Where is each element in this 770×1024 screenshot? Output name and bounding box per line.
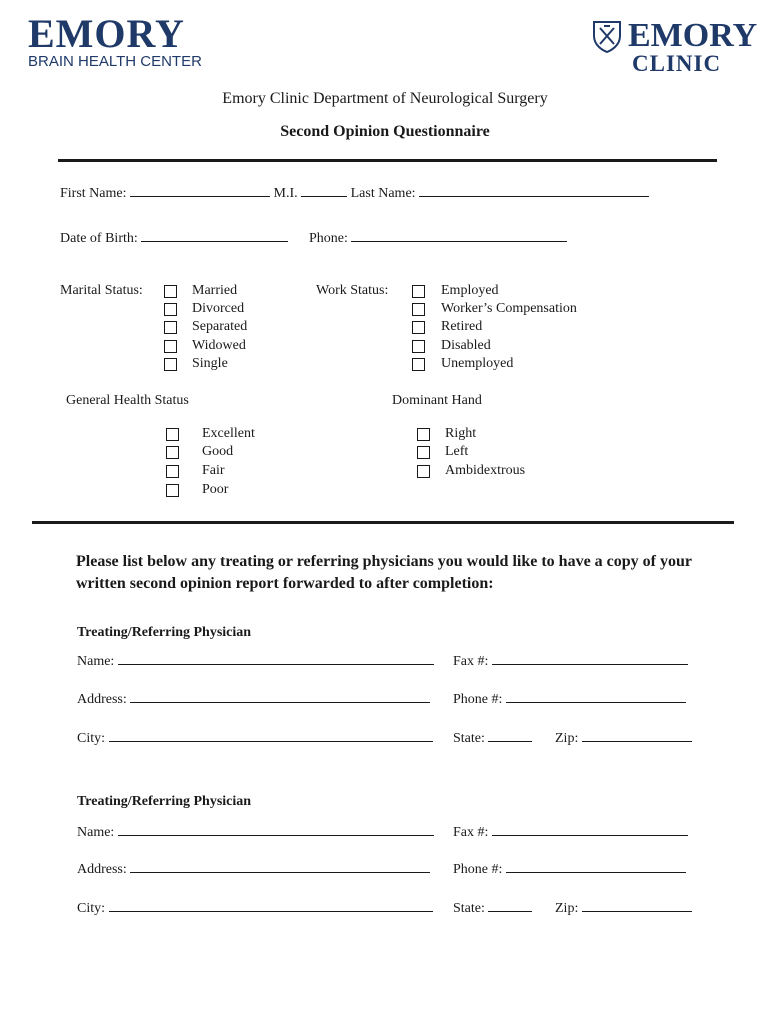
first-name-field[interactable]	[130, 183, 270, 197]
physician-1-heading: Treating/Referring Physician	[77, 625, 252, 640]
header-divider	[58, 159, 717, 162]
physician-2-city-field[interactable]	[109, 898, 433, 912]
checkbox[interactable]	[166, 446, 179, 459]
dob-label: Date of Birth:	[60, 231, 138, 246]
physician-1-address-row	[77, 689, 430, 709]
physician-1-state-field[interactable]	[488, 728, 532, 742]
checkbox[interactable]	[412, 358, 425, 371]
phone-row	[309, 228, 567, 248]
phone-label: Phone:	[309, 231, 348, 246]
physician-2-name-field[interactable]	[118, 822, 434, 836]
physician-1-city-field[interactable]	[109, 728, 433, 742]
checkbox[interactable]	[417, 446, 430, 459]
first-name-label: First Name:	[60, 186, 127, 201]
name-label: Name:	[77, 825, 115, 840]
dob-row	[60, 228, 288, 248]
physician-2-zip-field[interactable]	[582, 898, 692, 912]
emory-brain-health-logo: EMORY	[28, 11, 185, 56]
checkbox[interactable]	[166, 484, 179, 497]
department-name: Emory Clinic Department of Neurological Surgery	[222, 90, 548, 107]
general-health-options: Excellent Good Fair Poor	[166, 425, 306, 501]
address-label: Address:	[77, 862, 127, 877]
physician-2-phone-field[interactable]	[506, 859, 686, 873]
physician-2-address-row	[77, 859, 430, 879]
phone-field[interactable]	[351, 228, 567, 242]
shield-icon	[592, 20, 622, 54]
physician-1-name-row	[77, 651, 434, 671]
physician-1-zip-field[interactable]	[582, 728, 692, 742]
checkbox[interactable]	[166, 465, 179, 478]
checkbox[interactable]	[417, 465, 430, 478]
physician-1-fax-row	[453, 651, 688, 671]
dominant-hand-label: Dominant Hand	[392, 393, 482, 408]
checkbox[interactable]	[164, 340, 177, 353]
physician-1-phone-row	[453, 689, 686, 709]
fax-label: Fax #:	[453, 654, 489, 669]
physician-1-fax-field[interactable]	[492, 651, 688, 665]
physician-1-zip-row	[555, 728, 692, 748]
work-status-label: Work Status:	[316, 283, 389, 298]
physician-2-state-row	[453, 898, 532, 918]
emory-brain-health-logo-subtitle: BRAIN HEALTH CENTER	[28, 53, 202, 70]
emory-clinic-logo-subtitle: CLINIC	[632, 51, 722, 76]
city-label: City:	[77, 901, 106, 916]
name-row	[60, 183, 649, 203]
physician-1-name-field[interactable]	[118, 651, 434, 665]
section-divider	[32, 521, 734, 524]
physician-1-state-row	[453, 728, 532, 748]
state-label: State:	[453, 901, 485, 916]
physician-2-address-field[interactable]	[130, 859, 430, 873]
marital-status-label: Marital Status:	[60, 283, 143, 298]
checkbox[interactable]	[417, 428, 430, 441]
physician-2-city-row	[77, 898, 433, 918]
checkbox[interactable]	[166, 428, 179, 441]
mi-field[interactable]	[301, 183, 347, 197]
city-label: City:	[77, 731, 106, 746]
address-label: Address:	[77, 692, 127, 707]
checkbox[interactable]	[412, 285, 425, 298]
last-name-field[interactable]	[419, 183, 649, 197]
phone-label: Phone #:	[453, 692, 503, 707]
last-name-label: Last Name:	[350, 186, 416, 201]
state-label: State:	[453, 731, 485, 746]
phone-label: Phone #:	[453, 862, 503, 877]
form-title: Second Opinion Questionnaire	[280, 123, 490, 140]
physician-2-zip-row	[555, 898, 692, 918]
fax-label: Fax #:	[453, 825, 489, 840]
emory-clinic-logo	[592, 17, 758, 76]
checkbox[interactable]	[412, 321, 425, 334]
physician-2-fax-field[interactable]	[492, 822, 688, 836]
work-status-options: Employed Worker’s Compensation Retired Disabled Unemployed	[411, 282, 611, 377]
marital-status-options: Married Divorced Separated Widowed Single	[163, 282, 303, 377]
mi-label: M.I.	[273, 186, 298, 201]
zip-label: Zip:	[555, 901, 579, 916]
physician-1-city-row	[77, 728, 433, 748]
dob-field[interactable]	[141, 228, 288, 242]
physician-2-fax-row	[453, 822, 688, 842]
checkbox[interactable]	[412, 340, 425, 353]
physician-2-name-row	[77, 822, 434, 842]
physician-1-phone-field[interactable]	[506, 689, 686, 703]
name-label: Name:	[77, 654, 115, 669]
physician-2-state-field[interactable]	[488, 898, 532, 912]
zip-label: Zip:	[555, 731, 579, 746]
physician-1-address-field[interactable]	[130, 689, 430, 703]
checkbox[interactable]	[164, 321, 177, 334]
physician-instruction: Please list below any treating or referring physicians you would like to have a copy of your written second opinion report forwarded to after completion:	[76, 553, 692, 592]
emory-clinic-logo-main: EMORY	[628, 17, 758, 54]
physician-2-phone-row	[453, 859, 686, 879]
dominant-hand-options: Right Left Ambidextrous	[416, 425, 566, 485]
checkbox[interactable]	[164, 303, 177, 316]
general-health-label: General Health Status	[66, 393, 189, 408]
physician-2-heading: Treating/Referring Physician	[77, 794, 252, 809]
checkbox[interactable]	[164, 358, 177, 371]
checkbox[interactable]	[412, 303, 425, 316]
checkbox[interactable]	[164, 285, 177, 298]
